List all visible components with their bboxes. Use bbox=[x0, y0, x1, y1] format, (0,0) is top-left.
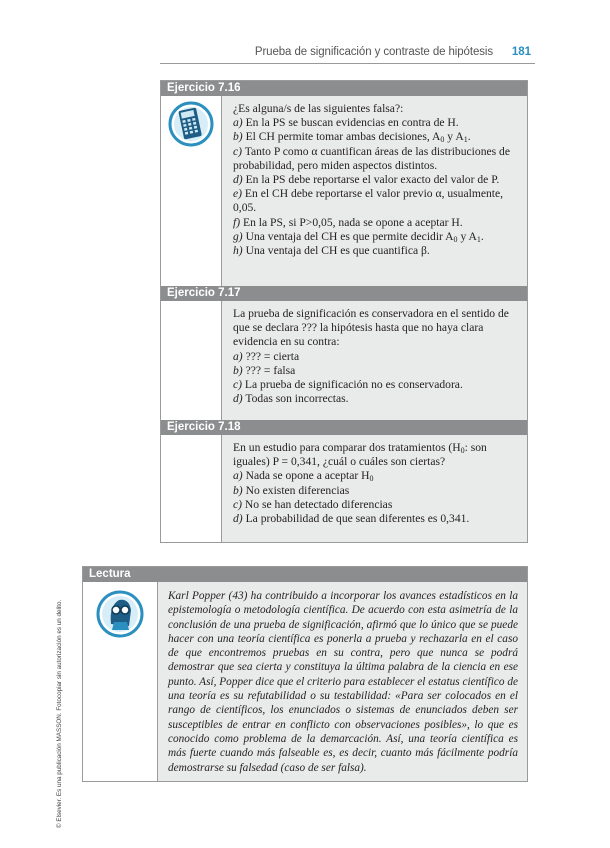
exercise-title: Ejercicio 7.18 bbox=[161, 420, 527, 435]
option-d: d) La probabilidad de que sean diferentes es 0,341. bbox=[233, 512, 470, 526]
option-d: d) En la PS debe reportarse el valor exacto del valor de P. bbox=[233, 173, 500, 187]
exercise-body bbox=[161, 301, 527, 420]
reading-text: Karl Popper (43) ha contribuido a incorporar los avances estadísticos en la epistemología o metodología científica. De acuerdo con esta asimetría de la conclusión de una prueba de significación, afirmó que lo único que se puede hacer con una teoría científica es ponerla a prueba y rechazarla en el caso de que encontremos pruebas en su contra, pero que nunca se podrá demostrar que sea cierta y constituya la última palabra de la ciencia en ese punto. Así, Popper dice que el criterio para establecer el estatus científico de una teoría es su refutabilidad o su testabilidad: «Para ser colocados en el rango de científicos, los enunciados o sistemas de enunciados deben ser susceptibles de entrar en conflicto con observaciones posibles», lo que es conocido como problema de la demarcación. Así, una teoría científica es más fuerte cuando más falseable es, es decir, cuanto más fácilmente podría demostrarse su falsedad (caso de ser falsa). bbox=[168, 590, 518, 774]
exercise-icon-placeholder bbox=[161, 301, 222, 420]
option-c: c) No se han detectado diferencias bbox=[233, 497, 393, 511]
option-e: e) En el CH debe reportarse el valor previo α, usualmente, 0,05. bbox=[233, 187, 504, 215]
calculator-icon bbox=[161, 96, 222, 286]
exercise-question: ¿Es alguna/s de las siguientes falsa?: bbox=[233, 102, 404, 115]
page-number: 181 bbox=[511, 46, 531, 58]
exercise-body bbox=[161, 435, 527, 542]
exercise-icon-placeholder bbox=[161, 435, 222, 542]
option-c: c) La prueba de significación no es conservadora. bbox=[233, 378, 463, 392]
option-d: d) Todas son incorrectas. bbox=[233, 392, 349, 406]
exercise-title: Ejercicio 7.17 bbox=[161, 286, 527, 301]
option-a: a) En la PS se buscan evidencias en contra de H. bbox=[233, 116, 459, 130]
reading-body bbox=[83, 582, 527, 781]
option-a: a) Nada se opone a aceptar $H_0$ bbox=[233, 469, 374, 484]
exercise-question: La prueba de significación es conservadora en el sentido de que se declara ??? la hipótesis hasta que no haya clara evidencia en su contra: bbox=[233, 307, 509, 349]
exercise-body bbox=[161, 96, 527, 286]
exercise-text bbox=[222, 96, 527, 286]
option-h: h) Una ventaja del CH es que cuantifica β. bbox=[233, 244, 430, 258]
option-b: b) ??? = falsa bbox=[233, 363, 296, 377]
option-b: b) El CH permite tomar ambas decisiones, $A_0$ y $A_1$. bbox=[233, 130, 471, 145]
header-rule bbox=[160, 63, 535, 64]
option-c: c) Tanto P como α cuantifican áreas de las distribuciones de probabilidad, pero miden aspectos distintos. bbox=[233, 144, 510, 172]
copyright-note: © Elsevier. Es una publicación MASSON. Fotocopiar sin autorización es un delito. bbox=[56, 599, 63, 828]
running-title: Prueba de significación y contraste de hipótesis bbox=[254, 46, 493, 58]
exercise-title: Ejercicio 7.16 bbox=[161, 81, 527, 96]
exercise-box bbox=[160, 80, 528, 543]
option-g: g) Una ventaja del CH es que permite decidir $A_0$ y $A_1$. bbox=[233, 229, 484, 244]
option-a: a) ??? = cierta bbox=[233, 349, 300, 363]
reading-box bbox=[82, 566, 528, 782]
exercise-text bbox=[222, 435, 527, 542]
reading-title: Lectura bbox=[83, 567, 527, 582]
reading-glasses-icon bbox=[83, 582, 158, 781]
exercise-text bbox=[222, 301, 527, 420]
exercise-question: En un estudio para comparar dos tratamientos ($H_0$: son iguales) P = 0,341, ¿cuál o cuáles son ciertas? bbox=[233, 441, 487, 469]
option-b: b) No existen diferencias bbox=[233, 483, 350, 497]
option-f: f) En la PS, si P>0,05, nada se opone a aceptar H. bbox=[233, 215, 463, 229]
page-header bbox=[160, 44, 535, 64]
